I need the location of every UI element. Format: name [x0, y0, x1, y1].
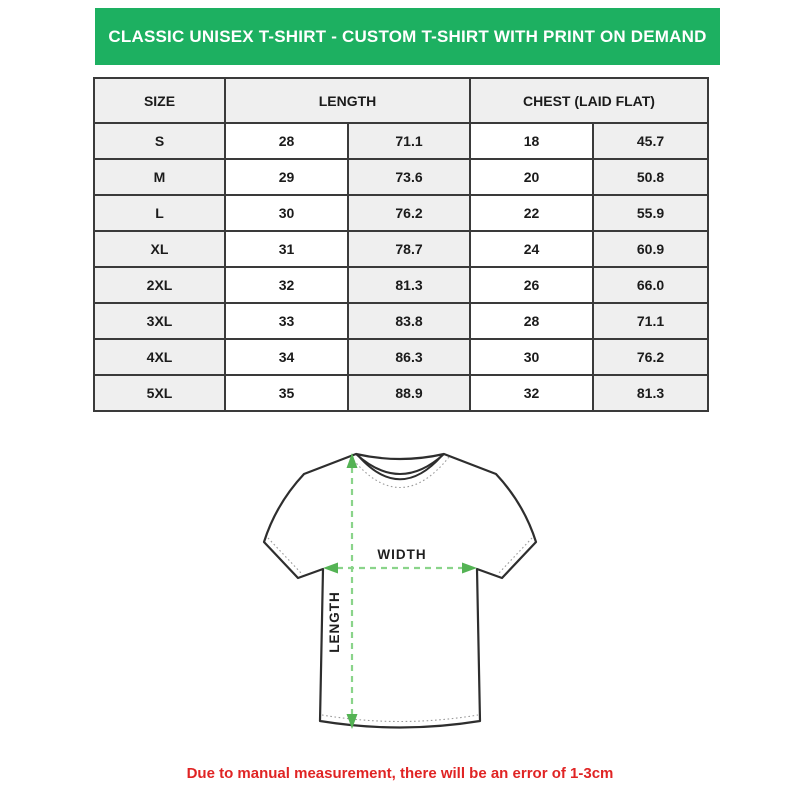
- table-row: [94, 231, 708, 267]
- length-in-cell: 30: [225, 195, 348, 231]
- chest-cm-cell: 71.1: [593, 303, 708, 339]
- length-in-cell: 35: [225, 375, 348, 411]
- size-cell: 3XL: [94, 303, 225, 339]
- size-cell: L: [94, 195, 225, 231]
- size-header-cell: SIZE: [94, 78, 225, 123]
- length-in-cell: 29: [225, 159, 348, 195]
- table-row: [94, 339, 708, 375]
- length-in-cell: 34: [225, 339, 348, 375]
- size-cell: 5XL: [94, 375, 225, 411]
- chest-cm-cell: 66.0: [593, 267, 708, 303]
- chest-cm-cell: 76.2: [593, 339, 708, 375]
- chest-in-cell: 22: [470, 195, 593, 231]
- length-label: LENGTH: [327, 591, 342, 653]
- chest-cm-cell: 50.8: [593, 159, 708, 195]
- size-chart-table: [93, 77, 709, 412]
- table-row: [94, 303, 708, 339]
- length-cm-cell: 83.8: [348, 303, 470, 339]
- length-cm-cell: 73.6: [348, 159, 470, 195]
- length-header-cell: LENGTH: [225, 78, 470, 123]
- size-cell: 2XL: [94, 267, 225, 303]
- chest-in-cell: 18: [470, 123, 593, 159]
- chest-in-cell: 32: [470, 375, 593, 411]
- table-row: [94, 375, 708, 411]
- chest-header-cell: CHEST (LAID FLAT): [470, 78, 708, 123]
- chest-cm-cell: 81.3: [593, 375, 708, 411]
- length-cm-cell: 78.7: [348, 231, 470, 267]
- chest-in-cell: 20: [470, 159, 593, 195]
- length-in-cell: 28: [225, 123, 348, 159]
- size-cell: M: [94, 159, 225, 195]
- chest-cm-cell: 60.9: [593, 231, 708, 267]
- length-cm-cell: 88.9: [348, 375, 470, 411]
- length-cm-cell: 81.3: [348, 267, 470, 303]
- length-in-cell: 32: [225, 267, 348, 303]
- size-cell: XL: [94, 231, 225, 267]
- chest-in-cell: 30: [470, 339, 593, 375]
- chest-in-cell: 24: [470, 231, 593, 267]
- chest-cm-cell: 55.9: [593, 195, 708, 231]
- table-row: [94, 267, 708, 303]
- table-row: [94, 123, 708, 159]
- length-cm-cell: 86.3: [348, 339, 470, 375]
- measurement-note: Due to manual measurement, there will be an error of 1-3cm: [186, 765, 614, 782]
- size-cell: S: [94, 123, 225, 159]
- length-cm-cell: 76.2: [348, 195, 470, 231]
- tshirt-outline: [264, 454, 536, 728]
- size-cell: 4XL: [94, 339, 225, 375]
- chest-in-cell: 26: [470, 267, 593, 303]
- banner-title: CLASSIC UNISEX T-SHIRT - CUSTOM T-SHIRT WITH PRINT ON DEMAND: [108, 26, 707, 46]
- table-row: [94, 195, 708, 231]
- header-row: [94, 78, 708, 123]
- chest-in-cell: 28: [470, 303, 593, 339]
- chest-cm-cell: 45.7: [593, 123, 708, 159]
- length-in-cell: 31: [225, 231, 348, 267]
- tshirt-measurement-diagram: [250, 438, 550, 750]
- length-cm-cell: 71.1: [348, 123, 470, 159]
- table-row: [94, 159, 708, 195]
- header-banner: [95, 8, 720, 65]
- width-label: WIDTH: [377, 547, 427, 562]
- length-in-cell: 33: [225, 303, 348, 339]
